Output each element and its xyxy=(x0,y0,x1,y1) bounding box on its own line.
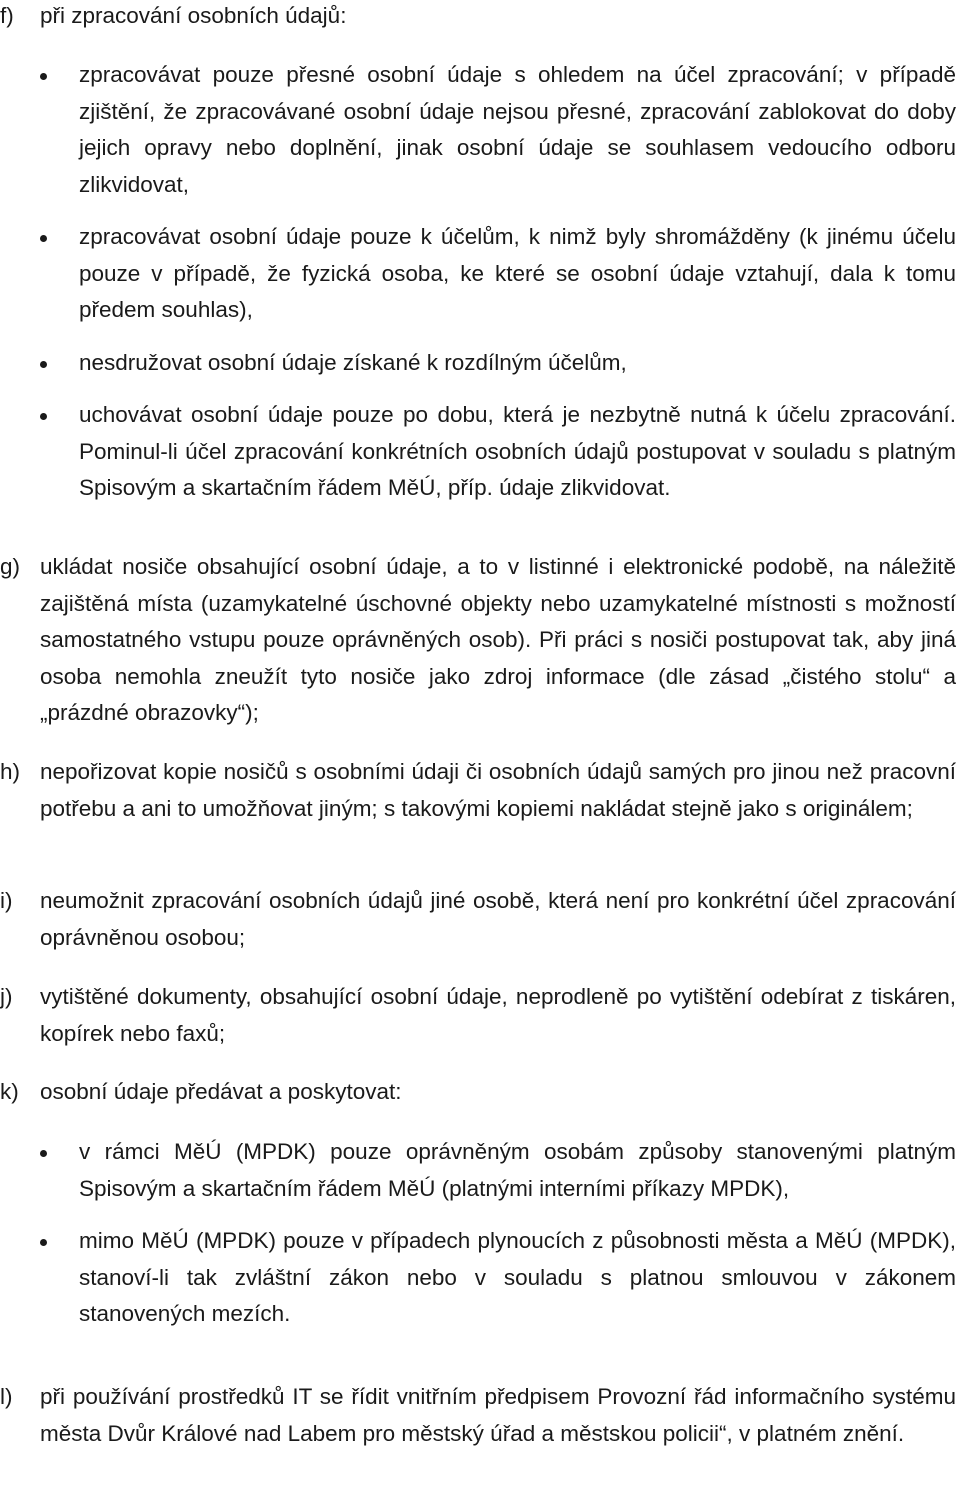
list-item xyxy=(0,345,960,382)
item-text: neumožnit zpracování osobních údajů jiné osobě, která není pro konkrétní účel zpracování oprávněnou osobou; xyxy=(40,888,956,950)
item-marker: h) xyxy=(0,759,21,784)
item-marker: j) xyxy=(0,984,13,1009)
item-i xyxy=(0,883,960,956)
bullet-text: nesdružovat osobní údaje získané k rozdílným účelům, xyxy=(79,349,627,375)
item-text: při používání prostředků IT se řídit vnitřním předpisem Provozní řád informačního systému města Dvůr Králové nad Labem pro městský úřad a městskou policii“, v platném znění. xyxy=(40,1384,956,1446)
item-k xyxy=(0,1074,960,1111)
bullet-text: uchovávat osobní údaje pouze po dobu, která je nezbytně nutná k účelu zpracování. Pominul-li účel zpracování konkrétních osobních údajů postupovat v souladu s platným Spisovým a skartačním řádem MěÚ, příp. údaje zlikvidovat. xyxy=(79,402,956,500)
item-f xyxy=(0,0,960,35)
item-h xyxy=(0,754,960,827)
item-text: nepořizovat kopie nosičů s osobními údaji či osobních údajů samých pro jinou než pracovní potřebu a ani to umožňovat jiným; s takovými kopiemi nakládat stejně jako s originálem; xyxy=(40,759,956,821)
item-marker: g) xyxy=(0,554,21,579)
bullet-icon xyxy=(40,361,47,368)
bullet-icon xyxy=(40,1239,47,1246)
item-f-bullets xyxy=(0,57,960,507)
bullet-text: zpracovávat osobní údaje pouze k účelům, k nimž byly shromážděny (k jinému účelu pouze v případě, že fyzická osoba, ke které se osobní údaje vztahují, dala k tomu předem souhlas), xyxy=(79,224,956,322)
list-item xyxy=(0,1223,960,1333)
list-item xyxy=(0,397,960,507)
item-marker: i) xyxy=(0,888,13,913)
bullet-icon xyxy=(40,413,47,420)
item-marker: k) xyxy=(0,1079,19,1104)
item-text: ukládat nosiče obsahující osobní údaje, a to v listinné i elektronické podobě, na náležitě zajištěná místa (uzamykatelné úschovné objekty nebo uzamykatelné místnosti s možností samostatného vstupu pouze oprávněných osob). Při práci s nosiči postupovat tak, aby jiná osoba nemohla zneužít tyto nosiče jako zdroj informace (dle zásad „čistého stolu“ a „prázdné obrazovky“); xyxy=(40,554,956,725)
bullet-icon xyxy=(40,235,47,242)
list-item xyxy=(0,57,960,203)
item-l xyxy=(0,1379,960,1452)
item-text: osobní údaje předávat a poskytovat: xyxy=(40,1079,402,1104)
item-text: při zpracování osobních údajů: xyxy=(40,3,347,28)
bullet-text: v rámci MěÚ (MPDK) pouze oprávněným osobám způsoby stanovenými platným Spisovým a skartačním řádem MěÚ (platnými interními příkazy MPDK), xyxy=(79,1139,956,1201)
bullet-text: zpracovávat pouze přesné osobní údaje s ohledem na účel zpracování; v případě zjištění, že zpracovávané osobní údaje nejsou přesné, zpracování zablokovat do doby jejich opravy nebo doplnění, jinak osobní údaje se souhlasem vedoucího odboru zlikvidovat, xyxy=(79,62,956,197)
item-marker: f) xyxy=(0,3,14,28)
list-item xyxy=(0,1134,960,1207)
bullet-icon xyxy=(40,1150,47,1157)
item-marker: l) xyxy=(0,1384,13,1409)
bullet-text: mimo MěÚ (MPDK) pouze v případech plynoucích z působnosti města a MěÚ (MPDK), stanoví-li tak zvláštní zákon nebo v souladu s platnou smlouvou v zákonem stanovených mezích. xyxy=(79,1228,956,1326)
item-k-bullets xyxy=(0,1134,960,1333)
list-item xyxy=(0,219,960,329)
item-g xyxy=(0,549,960,732)
bullet-icon xyxy=(40,73,47,80)
item-text: vytištěné dokumenty, obsahující osobní údaje, neprodleně po vytištění odebírat z tiskáren, kopírek nebo faxů; xyxy=(40,984,956,1046)
item-j xyxy=(0,979,960,1052)
